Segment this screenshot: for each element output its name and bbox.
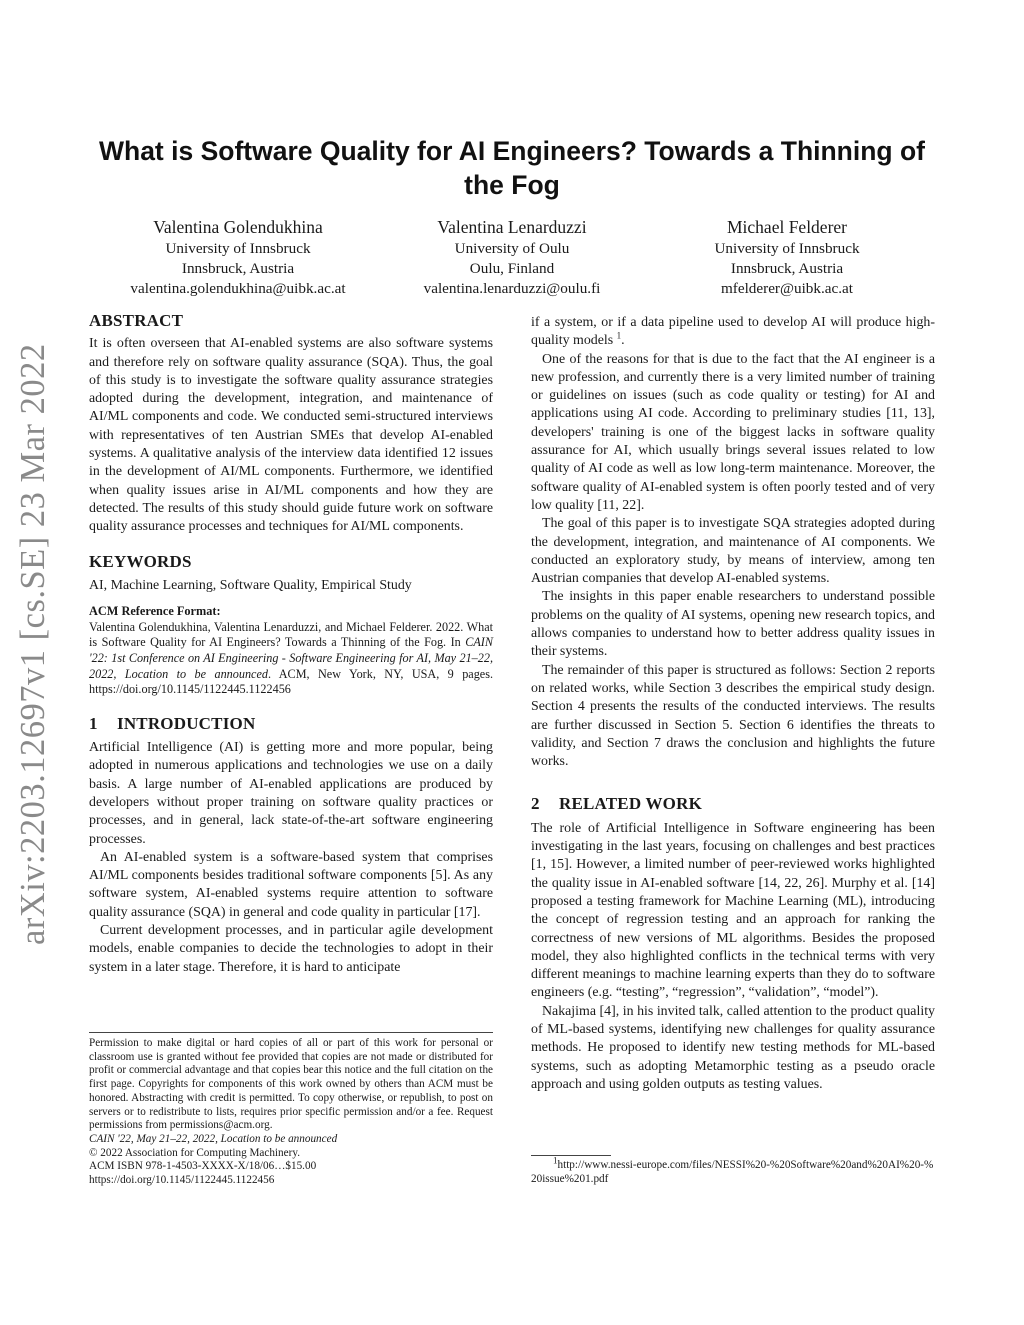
author-1 (88, 216, 388, 299)
section-1-paragraph-2: An AI-enabled system is a software-based system that comprises AI/ML components besides traditional software components [5]. As any software system, AI-enabled systems require attention to software quality assurance (SQA) in general and code quality in particular [17]. (89, 849, 493, 920)
section-2-paragraph-1: The role of Artificial Intelligence in Software engineering has been investigating in the last years, focusing on challenges and best practices [1, 15]. However, a limited number of peer-reviewed works highlighted the quality issue in AI-enabled software [14, 22, 26]. Murphy et al. [14] proposed a testing framework for Machine Learning (ML), introducing the concept of regression testing and an approach for ranking the correctness of new versions of ML algorithms. Besides the proposed model, they also highlighted conflicts in the technical terms with very different meanings to machine learning experts than they do to software engineers (e.g. “testing”, “regression”, “validation”, “model”). (531, 820, 935, 1001)
author-affiliation: University of Innsbruck (165, 240, 311, 257)
author-name: Michael Felderer (726, 217, 847, 237)
permission-copyright: © 2022 Association for Computing Machinery. (89, 1146, 300, 1159)
author-3 (637, 216, 937, 299)
author-email[interactable]: valentina.lenarduzzi@oulu.fi (423, 280, 601, 297)
acm-reference-heading: ACM Reference Format: (89, 604, 221, 619)
footnote-marker[interactable]: 1 (616, 330, 622, 341)
acm-reference (89, 604, 493, 698)
footnote-rule (531, 1155, 611, 1156)
permission-doi[interactable]: https://doi.org/10.1145/1122445.1122456 (89, 1174, 275, 1187)
arxiv-identifier: arXiv:2203.12697v1 [cs.SE] 23 Mar 2022 (14, 343, 52, 945)
section-1-paragraph-1: Artificial Intelligence (AI) is getting more and more popular, being adopted in numerous applications and technologies we use on a daily basis. A large number of AI-enabled applications are produced by developers without proper training on software quality practices or processes, and in general, lack state-of-the-art software engineering processes. (89, 740, 493, 847)
paper-title: What is Software Quality for AI Engineers? Towards a Thinning of the Fog (99, 136, 925, 200)
author-affiliation: University of Innsbruck (714, 240, 860, 257)
section-2-paragraph-2: Nakajima [4], in his invited talk, called attention to the product quality of ML-based systems, identifying new challenges for quality assurance methods. He proposed to identify new testing methods for ML-based systems, such as adopting Metamorphic testing as a pseudo oracle approach and using golden outputs as testing values. (531, 1003, 935, 1092)
permission-text: Permission to make digital or hard copies of all or part of this work for personal or classroom use is granted without fee provided that copies are not made or distributed for profit or commercial advantage and that copies bear this notice and the full citation on the first page. Copyrights for components of this work owned by others than ACM must be honored. Abstracting with credit is permitted. To copy otherwise, or republish, to post on servers or to redistribute to lists, requires prior specific permission and/or a fee. Request permissions from permissions@acm.org. (89, 1037, 493, 1132)
footnote-url[interactable]: http://www.nessi-europe.com/files/NESSI%20-%20Software%20and%20AI%20-%20issue%201.pdf (531, 1159, 934, 1185)
author-affiliation: University of Oulu (454, 240, 570, 257)
permission-conf: CAIN '22, May 21–22, 2022, Location to be announced (89, 1132, 338, 1145)
author-email[interactable]: mfelderer@uibk.ac.at (720, 280, 854, 297)
permission-block (89, 1037, 493, 1188)
section-1-paragraph-3-cont: if a system, or if a data pipeline used to develop AI will produce high-quality models $^1$. (531, 315, 935, 349)
section-1-paragraph-7: The remainder of this paper is structured as follows: Section 2 reports on related works, while Section 3 describes the empirical study design. Section 4 presents the results of the conducted interviews. The results are further discussed in Section 5. Section 6 identifies the threats to validity, and Section 7 draws the conclusion and highlights the future works. (531, 662, 935, 770)
acm-reference-text: Valentina Golendukhina, Valentina Lenarduzzi, and Michael Felderer. 2022. What is Software Quality for AI Engineers? Towards a Thinning of the Fog. In (89, 619, 493, 650)
author-location: Innsbruck, Austria (730, 260, 844, 277)
footnote-number: 1 (553, 1155, 558, 1166)
footnote-divider (89, 1032, 493, 1033)
section-1-paragraph-5: The goal of this paper is to investigate SQA strategies adopted during the development, integration, and maintenance of AI components. We conducted an exploratory study, by means of interview, among ten Austrian companies that develop AI-enabled systems. (531, 516, 935, 587)
left-column (89, 312, 493, 977)
author-2 (362, 216, 662, 299)
section-1-paragraph-3: Current development processes, and in particular agile development models, enable companies to decide the technologies to adopt in their system in a later stage. Therefore, it is hard to anticipate (89, 922, 493, 975)
section-2-heading: 2 RELATED WORK (531, 794, 702, 814)
author-location: Oulu, Finland (469, 260, 555, 277)
footnote (531, 1155, 935, 1186)
section-1-paragraph-6: The insights in this paper enable researchers to understand possible problems on the quality of AI systems, opening new research topics, and allows companies to understand how to better address quality issues in their systems. (531, 589, 935, 660)
keywords-text: AI, Machine Learning, Software Quality, Empirical Study (89, 577, 412, 593)
author-location: Innsbruck, Austria (181, 260, 295, 277)
acm-reference-tail[interactable]: . ACM, New York, NY, USA, 9 pages. https://doi.org/10.1145/1122445.1122456 (89, 666, 494, 697)
author-name: Valentina Golendukhina (153, 217, 323, 237)
permission-isbn: ACM ISBN 978-1-4503-XXXX-X/18/06…$15.00 (89, 1160, 317, 1173)
section-1-heading: 1 INTRODUCTION (89, 713, 256, 733)
abstract-text: It is often overseen that AI-enabled systems are also software systems and therefore rely on software quality assurance (SQA). Thus, the goal of this study is to investigate the software quality assurance strategies adopted during the development, integration, and maintenance of AI/ML components and code. We conducted semi-structured interviews with representatives of ten Austrian SMEs that develop AI-enabled systems. A qualitative analysis of the interview data identified 12 issues in the development of AI/ML components. Furthermore, we identified when quality issues arise in AI/ML components and how they are detected. The results of this study should guide future work on software quality assurance processes and techniques for AI/ML components. (89, 336, 493, 535)
author-email[interactable]: valentina.golendukhina@uibk.ac.at (130, 280, 346, 297)
section-1-paragraph-4: One of the reasons for that is due to the fact that the AI engineer is a new profession, and currently there is a very limited number of training or guidelines on issues (such as code quality or testing) for AI and applications using AI code. According to preliminary studies [11, 13], developers' training is one of the biggest lacks in software quality assurance for AI, which usually brings several issues related to low quality of AI code as well as low long-term maintenance. Moreover, the software quality of AI-enabled system is often poorly tested and of very low quality [11, 22]. (531, 351, 935, 513)
right-column (531, 314, 935, 1094)
abstract-heading: ABSTRACT (89, 311, 184, 330)
author-name: Valentina Lenarduzzi (437, 217, 587, 237)
acm-reference-venue: CAIN '22: 1st Conference on AI Engineering - Software Engineering for AI, May 21–22, 2022, Location to be announced (89, 635, 493, 681)
keywords-heading: KEYWORDS (89, 551, 192, 571)
